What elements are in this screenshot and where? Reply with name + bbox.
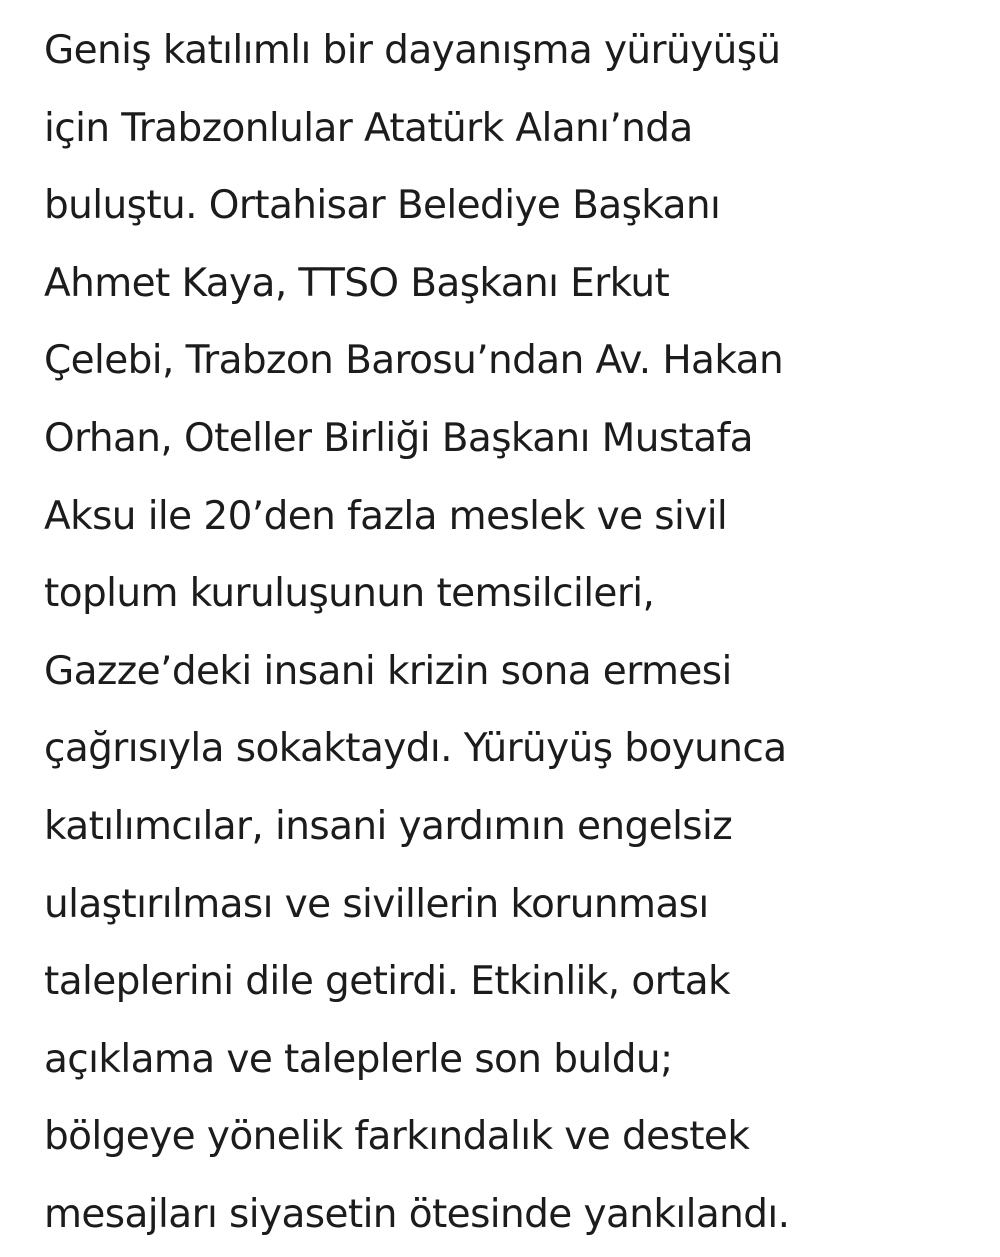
article-line: Ahmet Kaya, TTSO Başkanı Erkut [44, 260, 670, 306]
article-line: Orhan, Oteller Birliği Başkanı Mustafa [44, 415, 753, 461]
article-line: Aksu ile 20’den fazla meslek ve sivil [44, 493, 728, 539]
article-body [44, 12, 984, 1254]
article-line: buluştu. Ortahisar Belediye Başkanı [44, 183, 721, 229]
article-line: bölgeye yönelik farkındalık ve destek [44, 1114, 750, 1160]
article-line: mesajları siyasetin ötesinde yankılandı. [44, 1191, 790, 1237]
article-line: taleplerini dile getirdi. Etkinlik, ortak [44, 959, 731, 1005]
article-line: ulaştırılması ve sivillerin korunması [44, 881, 709, 927]
article-line: için Trabzonlular Atatürk Alanı’nda [44, 105, 693, 151]
article-line: Geniş katılımlı bir dayanışma yürüyüşü [44, 28, 781, 73]
article-line: çağrısıyla sokaktaydı. Yürüyüş boyunca [44, 726, 787, 772]
article-line: toplum kuruluşunun temsilcileri, [44, 571, 655, 617]
article-line: açıklama ve taleplerle son buldu; [44, 1036, 673, 1082]
article-line: Çelebi, Trabzon Barosu’ndan Av. Hakan [44, 338, 784, 384]
article-line: katılımcılar, insani yardımın engelsiz [44, 803, 733, 849]
article-line: Gazze’deki insani krizin sona ermesi [44, 648, 732, 694]
